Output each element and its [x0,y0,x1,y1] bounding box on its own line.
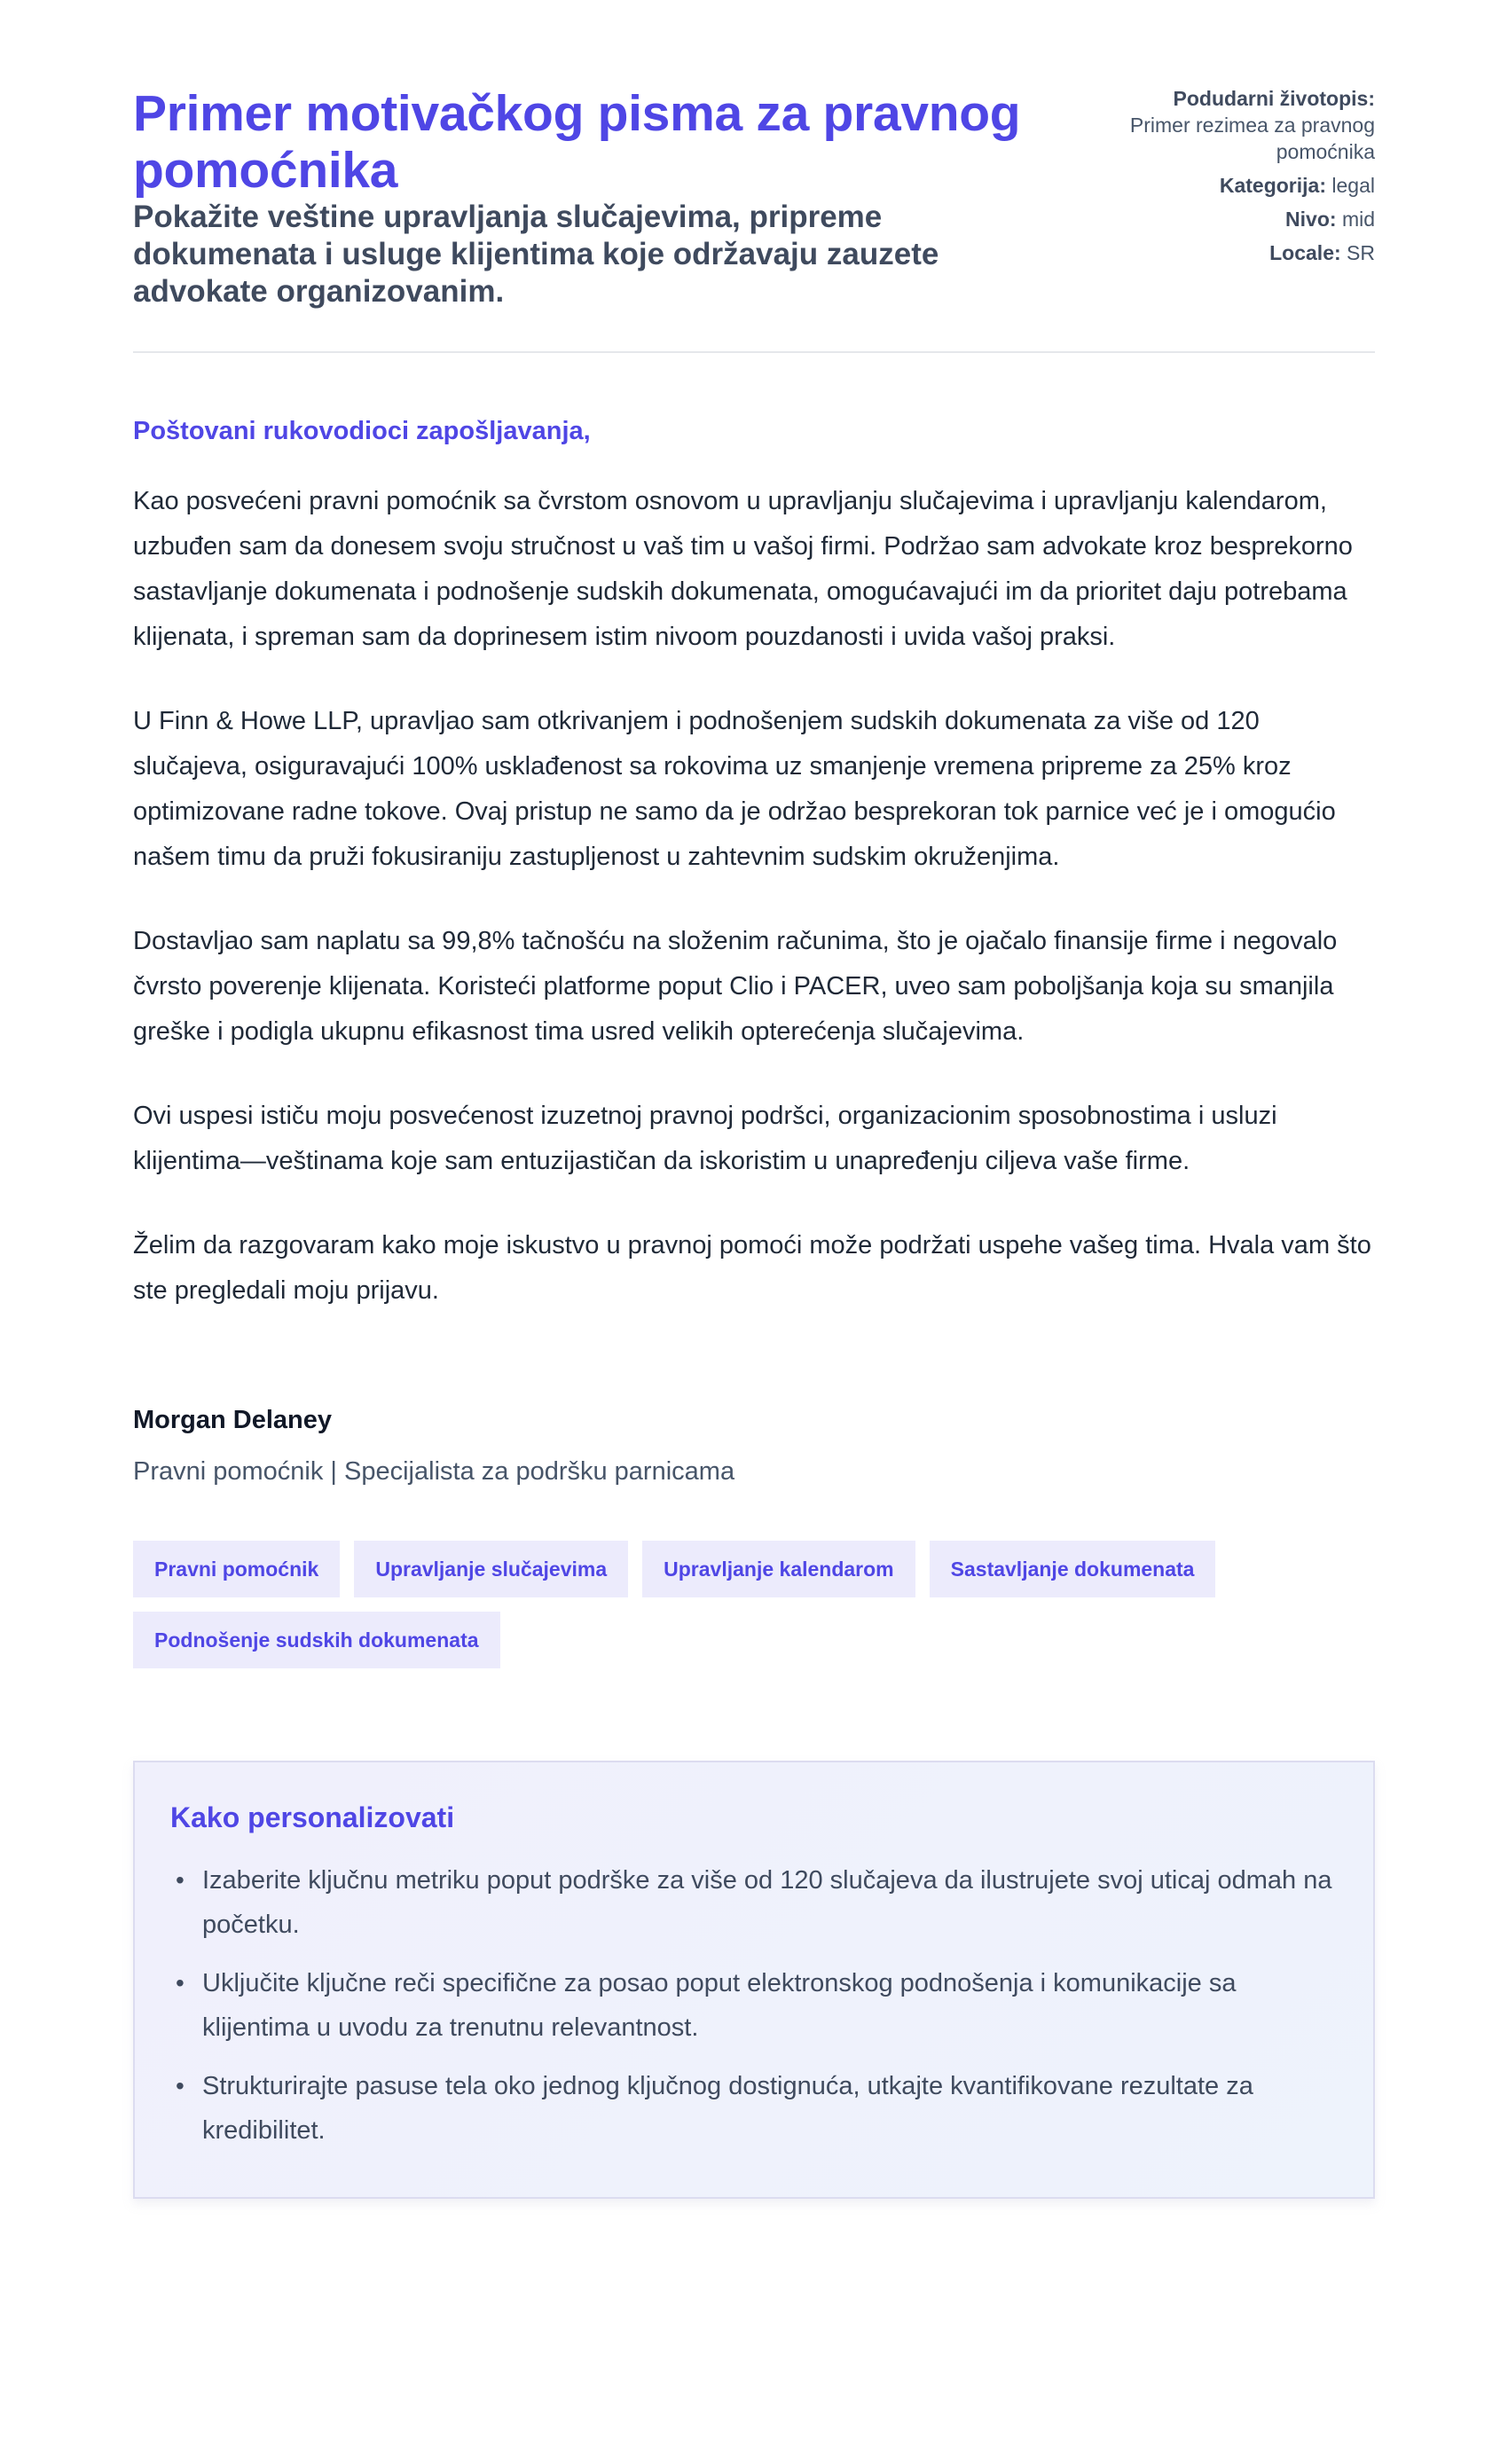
cover-letter-page [133,0,1375,2199]
signature-block [133,1404,1375,1487]
meta-locale-label: Locale: [1269,241,1341,264]
bullet-icon: • [176,1866,185,1894]
letter-paragraph: Kao posvećeni pravni pomoćnik sa čvrstom osnovom u upravljanju slučajevima i upravljanju kalendarom, uzbuđen sam da donesem svoju stručnost u vaš tim u vašoj firmi. Podržao sam advokate kroz besprekorno sastavljanje dokumenata i podnošenje sudskih dokumenata, omogućavajući im da prioritet daju potrebama klijenata, i spreman sam da doprinesem istim nivoom pouzdanosti i uvida vašoj praksi. [133,487,1353,651]
meta-matching-resume-link[interactable]: Primer rezimea za pravnog pomoćnika [1129,114,1375,163]
letter-paragraph: Ovi uspesi ističu moju posvećenost izuzetnoj pravnoj podršci, organizacionim sposobnostima i usluzi klijentima—veštinama koje sam entuzijastičan da iskoristim u unapređenju ciljeva vaše firme. [133,1102,1277,1175]
tips-list-item [176,1858,1338,1947]
meta-locale-value: SR [1347,241,1375,264]
signature-title: Pravni pomoćnik | Specijalista za podršku parnicama [133,1457,735,1486]
meta-matching-resume [1082,85,1375,165]
page-title: Primer motivačkog pisma za pravnog pomoćnika [133,85,1021,199]
meta-panel [1082,85,1375,273]
header-title-block [133,85,1056,310]
page-header [133,85,1375,310]
tips-list-item [176,2064,1338,2153]
meta-category [1082,172,1375,199]
letter-greeting: Poštovani rukovodioci zapošljavanja, [133,417,591,445]
meta-category-label: Kategorija: [1219,174,1326,197]
tips-item-text: Strukturirajte pasuse tela oko jednog ključnog dostignuća, utkajte kvantifikovane rezultate za kredibilitet. [202,2072,1253,2145]
signature-name: Morgan Delaney [133,1406,332,1434]
skill-tag: Podnošenje sudskih dokumenata [133,1612,500,1668]
skill-tag: Sastavljanje dokumenata [930,1541,1216,1597]
meta-level-value: mid [1341,208,1375,231]
tips-list [170,1858,1338,2153]
skill-tag: Upravljanje kalendarom [642,1541,915,1597]
meta-level [1082,206,1375,232]
tips-item-text: Izaberite ključnu metriku poput podrške za više od 120 slučajeva da ilustrujete svoj uticaj odmah na početku. [202,1866,1332,1939]
skill-tag: Pravni pomoćnik [133,1541,340,1597]
letter-body [133,415,1375,1487]
meta-matching-resume-label: Podudarni životopis: [1173,87,1375,110]
meta-level-label: Nivo: [1285,208,1337,231]
personalization-tips [133,1761,1375,2199]
tips-item-text: Uključite ključne reči specifične za posao poput elektronskog podnošenja i komunikacije sa klijentima u uvodu za trenutnu relevantnost. [202,1969,1237,2042]
bullet-icon: • [176,2072,185,2099]
page-subtitle: Pokažite veštine upravljanja slučajevima, pripreme dokumenata i usluge klijentima koje održavaju zauzete advokate organizovanim. [133,200,939,309]
skill-tags [133,1541,1375,1668]
skill-tag: Upravljanje slučajevima [354,1541,628,1597]
tips-list-item [176,1961,1338,2050]
bullet-icon: • [176,1969,185,1997]
meta-locale [1082,239,1375,266]
header-divider [133,351,1375,353]
tips-title: Kako personalizovati [170,1801,455,1833]
letter-paragraph: U Finn & Howe LLP, upravljao sam otkrivanjem i podnošenjem sudskih dokumenata za više od 120 slučajeva, osiguravajući 100% usklađenost sa rokovima uz smanjenje vremena pripreme za 25% kroz optimizovane radne tokove. Ovaj pristup ne samo da je održao besprekoran tok parnice već je i omogućio našem timu da pruži fokusiraniju zastupljenost u zahtevnim sudskim okruženjima. [133,707,1336,871]
letter-paragraph: Želim da razgovaram kako moje iskustvo u pravnoj pomoći može podržati uspehe vašeg tima. Hvala vam što ste pregledali moju prijavu. [133,1231,1371,1305]
meta-category-value: legal [1331,174,1375,197]
letter-paragraph: Dostavljao sam naplatu sa 99,8% tačnošću na složenim računima, što je ojačalo finansije firme i negovalo čvrsto poverenje klijenata. Koristeći platforme poput Clio i PACER, uveo sam poboljšanja koja su smanjila greške i podigla ukupnu efikasnost tima usred velikih opterećenja slučajevima. [133,927,1338,1046]
